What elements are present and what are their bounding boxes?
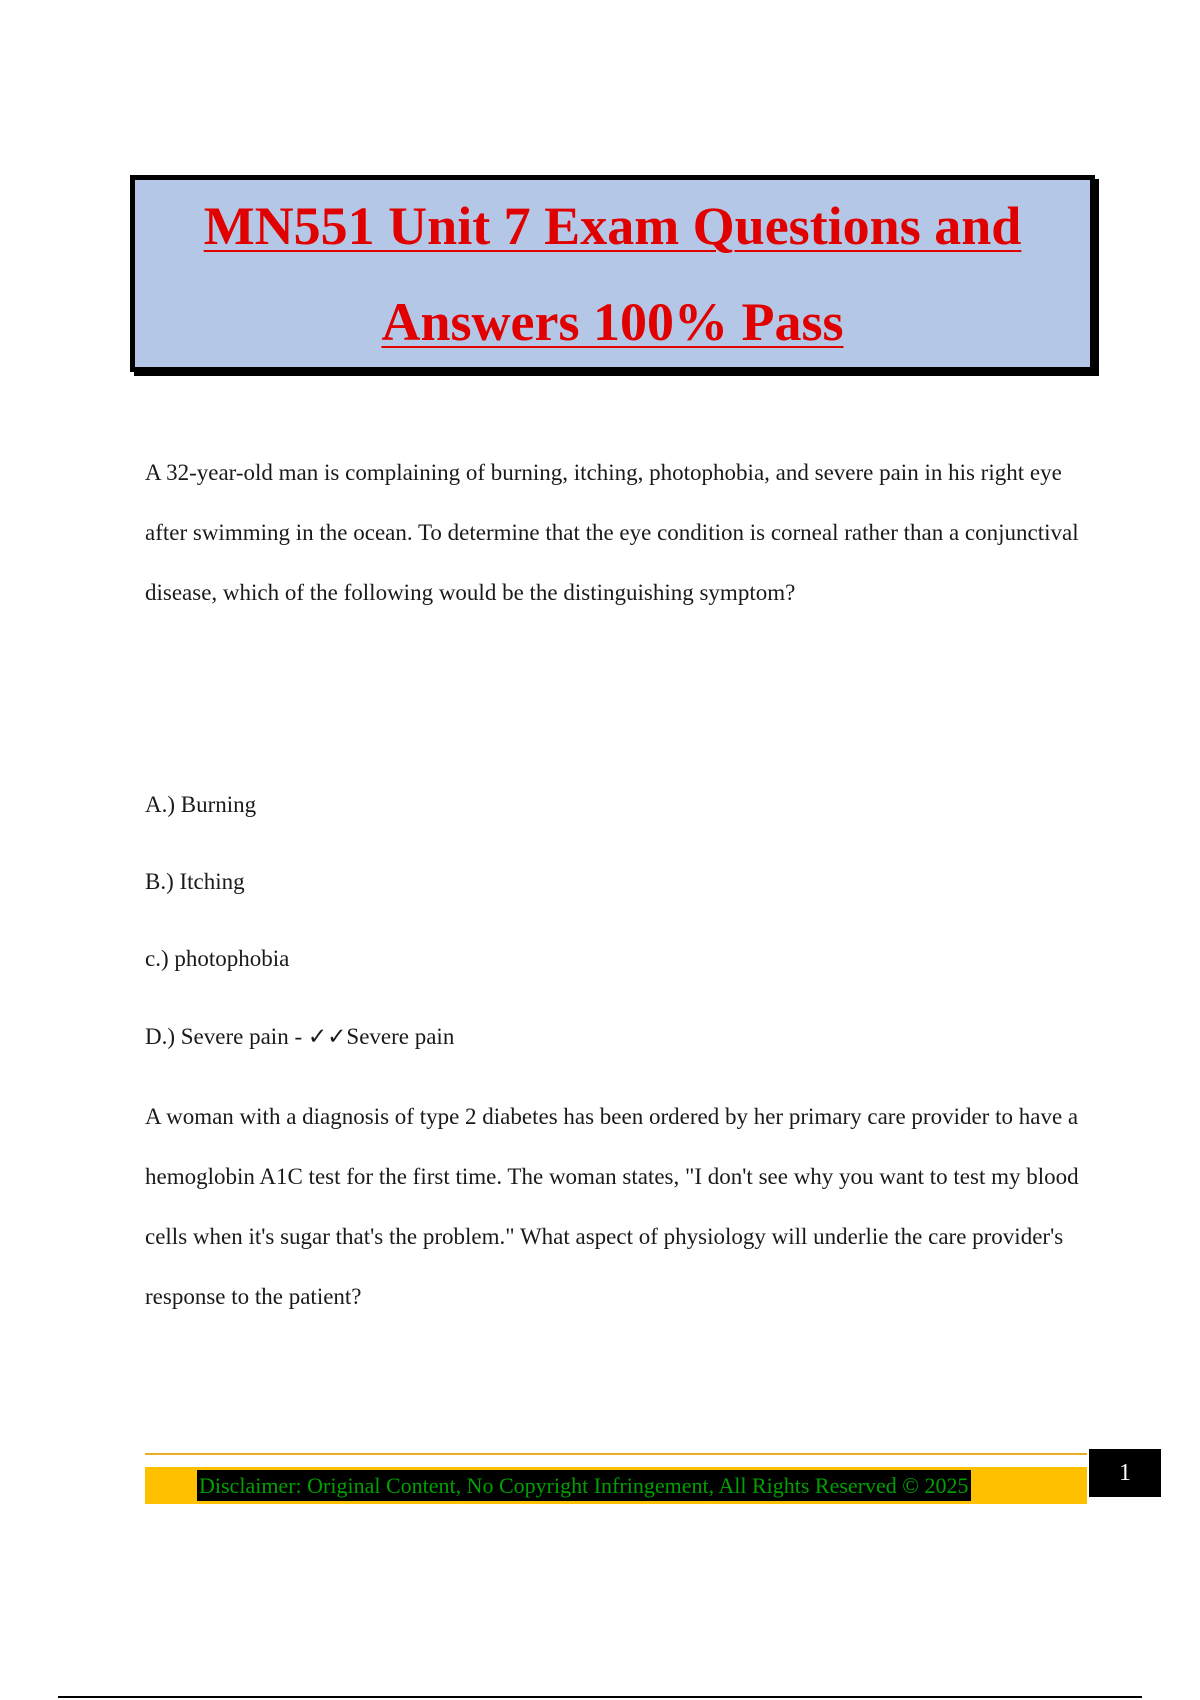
page-number: 1 bbox=[1089, 1449, 1161, 1497]
title-box bbox=[130, 175, 1095, 372]
question-1-option-b: B.) Itching bbox=[145, 869, 245, 894]
footer-disclaimer: Disclaimer: Original Content, No Copyright Infringement, All Rights Reserved © 2025 bbox=[197, 1470, 971, 1501]
question-1-option-d-answer: D.) Severe pain - ✓✓Severe pain bbox=[145, 1024, 455, 1049]
question-1-text: A 32-year-old man is complaining of burning, itching, photophobia, and severe pain in his right eye after swimming in the ocean. To determine that the eye condition is corneal rather than a conjunctival disease, which of the following would be the distinguishing symptom? bbox=[145, 460, 1079, 605]
question-1-option-a: A.) Burning bbox=[145, 792, 257, 817]
footer-divider bbox=[145, 1453, 1087, 1455]
question-1-option-c: c.) photophobia bbox=[145, 946, 290, 971]
page-bottom-divider bbox=[58, 1696, 1142, 1698]
document-title-line-1: MN551 Unit 7 Exam Questions and bbox=[203, 195, 1022, 256]
question-2-text: A woman with a diagnosis of type 2 diabetes has been ordered by her primary care provider to have a hemoglobin A1C test for the first time. The woman states, "I don't see why you want to test my blood cells when it's sugar that's the problem." What aspect of physiology will underlie the care provider's response to the patient? bbox=[145, 1104, 1079, 1309]
document-title-line-2: Answers 100% Pass bbox=[381, 291, 844, 352]
